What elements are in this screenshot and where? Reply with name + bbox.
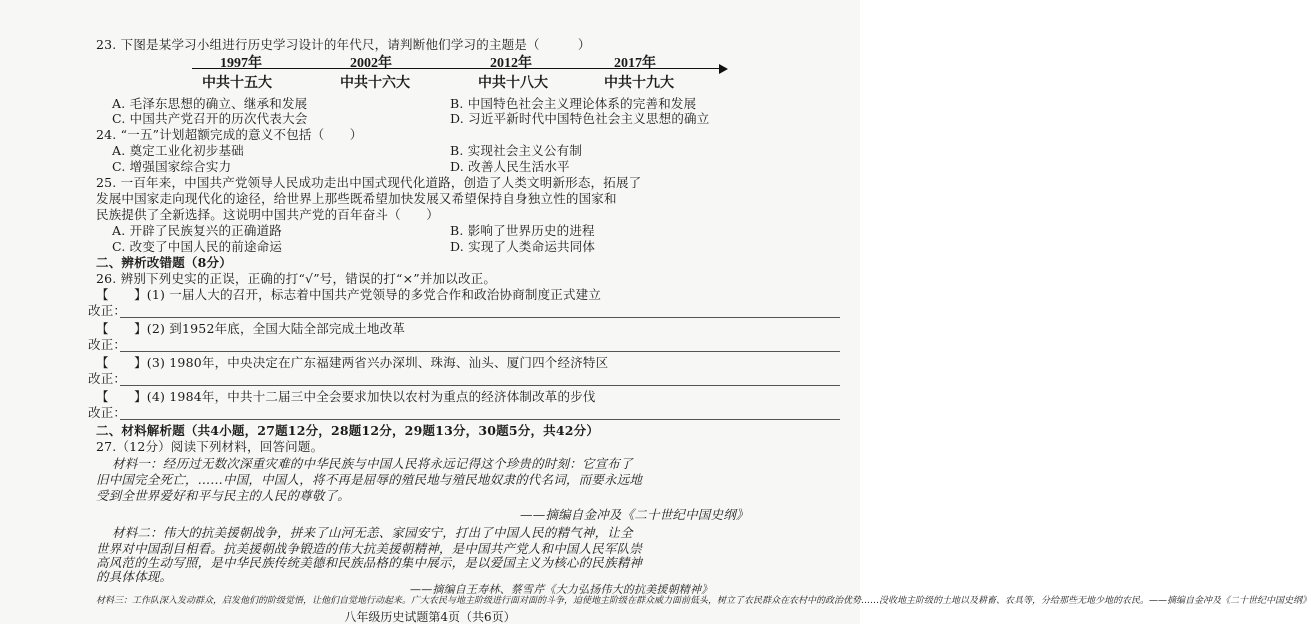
q23-stem: 23. 下图是某学习小组进行历史学习设计的年代尺，请判断他们学习的主题是（ ） [96, 37, 591, 52]
q26-correction-line-2[interactable] [120, 351, 840, 352]
q23-option-a: A. 毛泽东思想的确立、继承和发展 [112, 96, 308, 111]
material1-line-2: 旧中国完全死亡，……中国，中国人，将不再是屈辱的殖民地与殖民地奴隶的代名词，而要永远地 [96, 472, 643, 487]
material3-block [96, 596, 1311, 606]
page-footer: 八年级历史试题第4页（共6页） [344, 610, 516, 624]
timeline-event-1: 中共十五大 [202, 75, 272, 91]
q24-stem: 24. “一五”计划超额完成的意义不包括（ ） [96, 127, 363, 142]
q26-item-1: 【 】(1) 一届人大的召开，标志着中国共产党领导的多党合作和政治协商制度正式建立 [96, 287, 602, 302]
timeline-year-4: 2017年 [614, 56, 656, 71]
q26-correction-label-2: 改正： [88, 337, 127, 352]
q26-stem: 26. 辨别下列史实的正误，正确的打“√”号，错误的打“×”并加以改正。 [96, 271, 497, 286]
q26-correction-line-3[interactable] [120, 385, 840, 386]
timeline-year-1: 1997年 [220, 56, 262, 71]
material3-line-1: 材料三：工作队深入发动群众，启发他们的阶级觉悟，让他们自觉地行动起来。广大农民与地 [96, 596, 466, 606]
material2-line-1: 材料二：伟大的抗美援朝战争，拼来了山河无恙、家园安宁，打出了中国人民的精气神，让全 [112, 525, 633, 540]
material3-line-2: 主阶级进行面对面的斗争，迫使地主阶级在群众威力面前低头，树立了农民群众在农村中的政 [465, 596, 835, 606]
timeline-event-4: 中共十九大 [604, 75, 674, 91]
q23-option-b: B. 中国特色社会主义理论体系的完善和发展 [450, 96, 697, 111]
material1-line-1: 材料一：经历过无数次深重灾难的中华民族与中国人民将永远记得这个珍贵的时刻：它宣布了 [112, 456, 633, 471]
q25-stem-line-3: 民族提供了全新选择。这说明中国共产党的百年奋斗（ ） [96, 207, 439, 222]
q26-correction-label-4: 改正： [88, 405, 127, 420]
timeline [192, 52, 732, 92]
timeline-axis [192, 68, 722, 69]
timeline-arrow-icon [719, 64, 728, 74]
material2-line-3: 高风范的生动写照，是中华民族传统美德和民族品格的集中展示，是以爱国主义为核心的民族精神 [96, 555, 643, 570]
q25-stem-line-1: 25. 一百年来，中国共产党领导人民成功走出中国式现代化道路，创造了人类文明新形态，拓展了 [96, 175, 642, 190]
q26-correction-label-3: 改正： [88, 371, 127, 386]
timeline-event-3: 中共十八大 [478, 75, 548, 91]
material2-source: ——摘编自王寿林、蔡雪芹《大力弘扬伟大的抗美援朝精神》 [410, 583, 713, 596]
material2-line-4: 的具体体现。 [96, 569, 173, 584]
q24-option-c: C. 增强国家综合实力 [112, 159, 232, 174]
q26-item-4: 【 】(4) 1984年，中共十二届三中全会要求加快以农村为重点的经济体制改革的步伐 [96, 389, 596, 404]
q24-option-a: A. 奠定工业化初步基础 [112, 143, 244, 158]
q23-option-d: D. 习近平新时代中国特色社会主义思想的确立 [450, 111, 710, 126]
q24-option-b: B. 实现社会主义公有制 [450, 143, 583, 158]
q26-correction-line-4[interactable] [120, 419, 840, 420]
timeline-event-2: 中共十六大 [340, 75, 410, 91]
q26-item-3: 【 】(3) 1980年，中央决定在广东福建两省兴办深圳、珠海、汕头、厦门四个经济特区 [96, 355, 609, 370]
q25-option-b: B. 影响了世界历史的进程 [450, 223, 595, 238]
q25-stem-line-2: 发展中国家走向现代化的途径，给世界上那些既希望加快发展又希望保持自身独立性的国家和 [96, 191, 617, 206]
timeline-year-3: 2012年 [490, 56, 532, 71]
q27-stem: 27.（12分）阅读下列材料，回答问题。 [96, 439, 324, 454]
material3-source: ——摘编自金冲及《二十世纪中国史纲》 [1149, 596, 1311, 606]
q25-option-a: A. 开辟了民族复兴的正确道路 [112, 223, 282, 238]
material1-source: ——摘编自金冲及《二十世纪中国史纲》 [520, 507, 749, 522]
material3-line-3: 治优势……没收地主阶级的土地以及耕畜、农具等，分给那些无地少地的农民。 [834, 596, 1150, 606]
section2-title: 二、辨析改错题（8分） [96, 255, 232, 270]
q25-option-c: C. 改变了中国人民的前途命运 [112, 239, 283, 254]
q26-correction-label-1: 改正： [88, 303, 127, 318]
q25-option-d: D. 实现了人类命运共同体 [450, 239, 596, 254]
q23-option-c: C. 中国共产党召开的历次代表大会 [112, 111, 308, 126]
timeline-year-2: 2002年 [350, 56, 392, 71]
q26-item-2: 【 】(2) 到1952年底，全国大陆全部完成土地改革 [96, 321, 406, 336]
material2-line-2: 世界对中国刮目相看。抗美援朝战争锻造的伟大抗美援朝精神，是中国共产党人和中国人民军队崇 [96, 541, 643, 556]
q26-correction-line-1[interactable] [120, 317, 840, 318]
q24-option-d: D. 改善人民生活水平 [450, 159, 570, 174]
material1-line-3: 受到全世界爱好和平与民主的人民的尊敬了。 [96, 488, 351, 503]
section3-title: 二、材料解析题（共4小题，27题12分，28题12分，29题13分，30题5分，共42分） [96, 423, 600, 438]
